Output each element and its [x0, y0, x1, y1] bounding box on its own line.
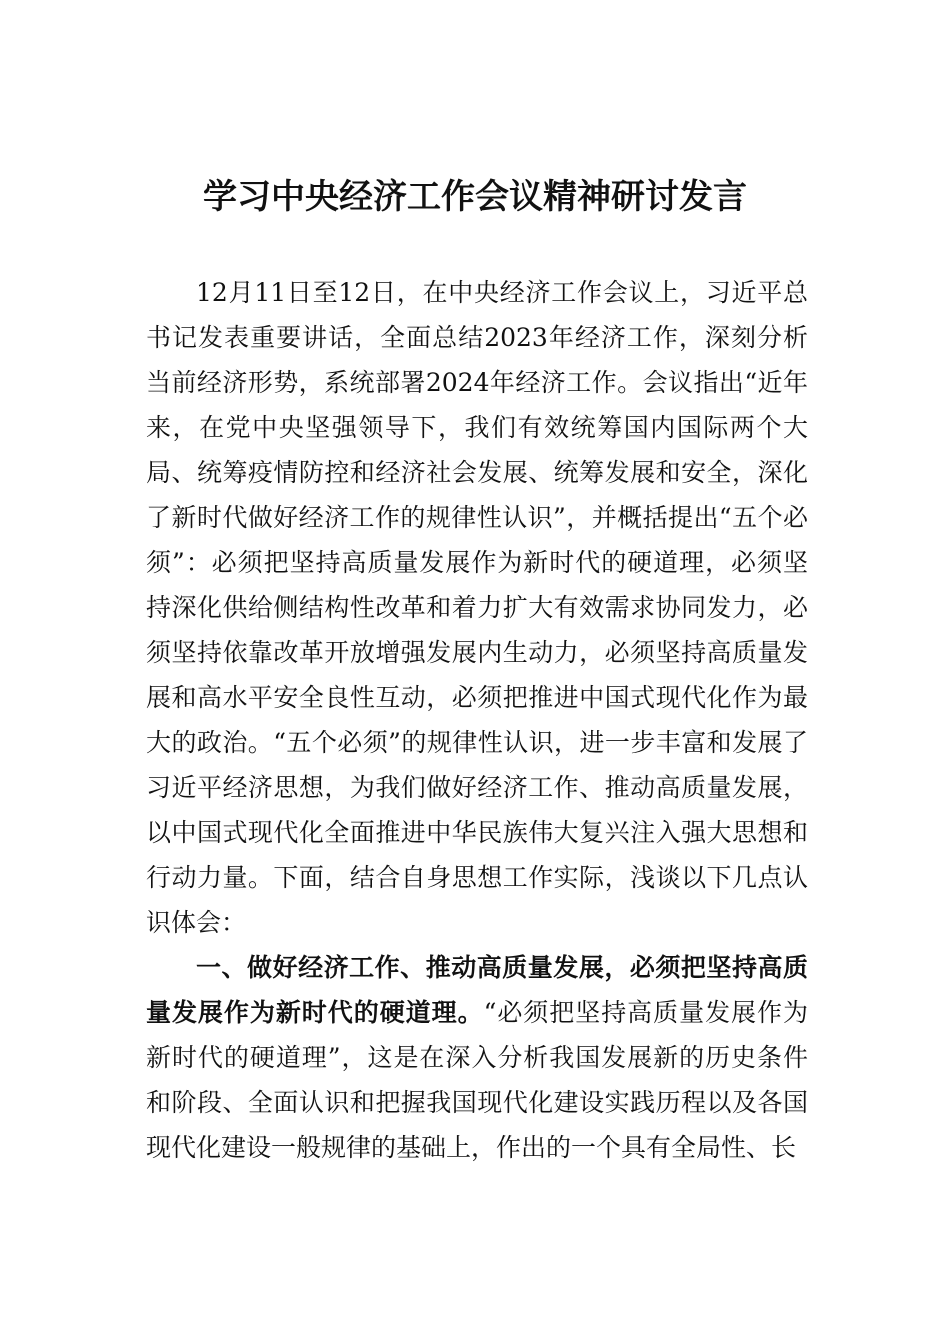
paragraph-intro	[146, 270, 808, 945]
document-body	[146, 270, 808, 1170]
paragraph-section-one	[146, 945, 808, 1170]
section-one-text: “必须把坚持高质量发展作为新时代的硬道理”，这是在深入分析我国发展新的历史条件和阶段、全面认识和把握我国现代化建设实践历程以及各国现代化建设一般规律的基础上，作出的一个具有全局性、长	[146, 998, 808, 1162]
section-one-heading: 一、做好经济工作、推动高质量发展，必须把坚持高质量发展作为新时代的硬道理。	[146, 953, 808, 1027]
paragraph-intro-text: 12月11日至12日，在中央经济工作会议上，习近平总书记发表重要讲话，全面总结2023年经济工作，深刻分析当前经济形势，系统部署2024年经济工作。会议指出“近年来，在党中央坚强领导下，我们有效统筹国内国际两个大局、统筹疫情防控和经济社会发展、统筹发展和安全，深化了新时代做好经济工作的规律性认识”，并概括提出“五个必须”：必须把坚持高质量发展作为新时代的硬道理，必须坚持深化供给侧结构性改革和着力扩大有效需求协同发力，必须坚持依靠改革开放增强发展内生动力，必须坚持高质量发展和高水平安全良性互动，必须把推进中国式现代化作为最大的政治。“五个必须”的规律性认识，进一步丰富和发展了习近平经济思想，为我们做好经济工作、推动高质量发展，以中国式现代化全面推进中华民族伟大复兴注入强大思想和行动力量。下面，结合自身思想工作实际，浅谈以下几点认识体会：	[146, 278, 808, 937]
document-title: 学习中央经济工作会议精神研讨发言	[203, 177, 747, 217]
